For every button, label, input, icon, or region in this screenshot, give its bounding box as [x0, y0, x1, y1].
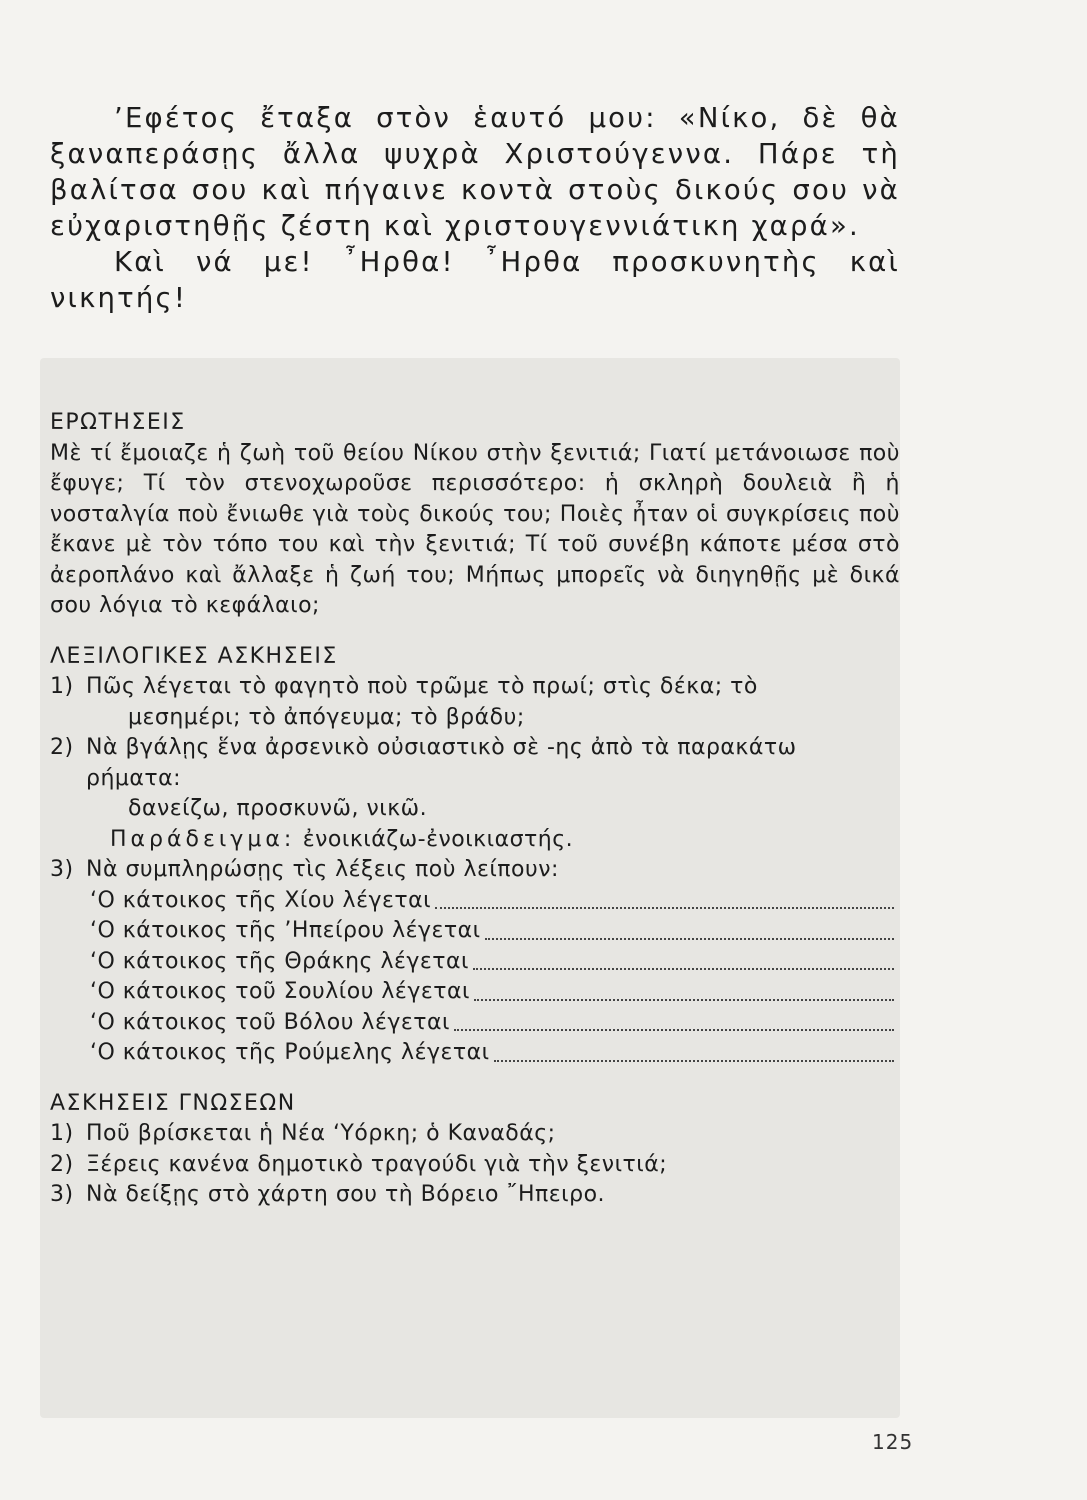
example-label: Παράδειγμα:	[110, 826, 296, 852]
item-text: Νὰ βγάλῃς ἕνα ἀρσενικὸ οὐσιαστικὸ σὲ -ης ἀπὸ τὰ παρακάτω	[86, 735, 797, 760]
story-ending	[50, 100, 900, 316]
item-text: Νὰ δείξῃς στὸ χάρτη σου τὴ Βόρειο ῎Ηπειρο.	[86, 1182, 606, 1207]
fill-in-line	[90, 1008, 900, 1039]
item-number: 3)	[50, 857, 74, 882]
fill-in-line	[90, 1038, 900, 1069]
story-paragraph-1: ’Εφέτος ἔταξα στὸν ἑαυτό μου: «Νίκο, δὲ θὰ ξαναπεράσῃς ἄλλα ψυχρὰ Χριστούγεννα. Πάρε τὴ βαλίτσα σου καὶ πήγαινε κοντὰ στοὺς δικούς σου νὰ εὐχαριστηθῇς ζέστη καὶ χριστουγεννιάτικη χαρά».	[50, 102, 900, 242]
vocabulary-item-1	[50, 672, 900, 703]
page-number: 125	[872, 1430, 914, 1454]
vocabulary-title: ΛΕΞΙΛΟΓΙΚΕΣ ΑΣΚΗΣΕΙΣ	[50, 643, 338, 669]
item-number: 2)	[50, 735, 74, 760]
fill-in-line	[90, 886, 900, 917]
example-line	[110, 825, 900, 856]
knowledge-item	[50, 1180, 900, 1211]
fill-in-prompt: ‘Ο κάτοικος τῆς Χίου λέγεται	[90, 887, 432, 913]
fill-in-prompt: ‘Ο κάτοικος τοῦ Σουλίου λέγεται	[90, 979, 470, 1004]
fill-in-prompt: ‘Ο κάτοικος τῆς ’Ηπείρου λέγεται	[90, 918, 481, 943]
item-text: Ξέρεις κανένα δημοτικὸ τραγούδι γιὰ τὴν ξενιτιά;	[86, 1151, 668, 1177]
fill-in-blank[interactable]	[454, 1028, 894, 1031]
fill-in-prompt: ‘Ο κάτοικος τοῦ Βόλου λέγεται	[90, 1009, 450, 1035]
example-text: ἐνοικιάζω-ἐνοικιαστής.	[302, 826, 574, 852]
fill-in-line	[90, 947, 900, 978]
knowledge-title: ΑΣΚΗΣΕΙΣ ΓΝΩΣΕΩΝ	[50, 1090, 296, 1116]
knowledge-item	[50, 1150, 900, 1181]
exercises	[50, 408, 900, 1211]
knowledge-item	[50, 1119, 900, 1150]
item-text: Νὰ συμπληρώσῃς τὶς λέξεις ποὺ λείπουν:	[86, 857, 559, 882]
knowledge-list	[50, 1119, 900, 1211]
questions-title: ΕΡΩΤΗΣΕΙΣ	[50, 410, 186, 435]
fill-in-line	[90, 916, 900, 947]
questions-text: Μὲ τί ἔμοιαζε ἡ ζωὴ τοῦ θείου Νίκου στὴν ξενιτιά; Γιατί μετάνοιωσε ποὺ ἔφυγε; Τί τὸν στενοχωροῦσε περισσότερο: ἡ σκληρὴ δουλειὰ ἢ ἡ νοσταλγία ποὺ ἔνιωθε γιὰ τοὺς δικούς του; Ποιὲς ἦταν οἱ συγκρίσεις ποὺ ἔκανε μὲ τὸν τόπο του καὶ τὴν ξενιτιά; Τί τοῦ συνέβη κάποτε μέσα στὸ ἀεροπλάνο καὶ ἄλλαξε ἡ ζωή του; Μήπως μπορεῖς νὰ διηγηθῇς μὲ δικά σου λόγια τὸ κεφάλαιο;	[50, 440, 900, 618]
item-number: 1)	[50, 674, 74, 699]
fill-in-prompt: ‘Ο κάτοικος τῆς Θράκης λέγεται	[90, 948, 469, 974]
story-paragraph-2: Καὶ νά με! ῏Ηρθα! ῏Ηρθα προσκυνητὴς καὶ νικητής!	[50, 246, 900, 314]
fill-in-line	[90, 977, 900, 1008]
fill-in-blank[interactable]	[473, 967, 894, 970]
fill-in-blank[interactable]	[474, 998, 894, 1001]
vocabulary-item-2-continued: ρήματα:	[86, 765, 182, 791]
vocabulary-item-1-continued: μεσημέρι; τὸ ἀπόγευμα; τὸ βράδυ;	[128, 704, 525, 730]
item-number: 1)	[50, 1121, 74, 1146]
vocabulary-item-2-verbs: δανείζω, προσκυνῶ, νικῶ.	[128, 796, 428, 821]
item-number: 2)	[50, 1151, 74, 1177]
fill-in-blank[interactable]	[435, 906, 894, 909]
item-text: Ποῦ βρίσκεται ἡ Νέα ‘Υόρκη; ὁ Καναδάς;	[86, 1121, 556, 1146]
vocabulary-item-2	[50, 733, 900, 764]
item-number: 3)	[50, 1182, 74, 1207]
fill-in-prompt: ‘Ο κάτοικος τῆς Ρούμελης λέγεται	[90, 1040, 490, 1065]
fill-in-blank[interactable]	[485, 937, 894, 940]
item-text: Πῶς λέγεται τὸ φαγητὸ ποὺ τρῶμε τὸ πρωί; στὶς δέκα; τὸ	[86, 674, 758, 699]
vocabulary-item-3	[50, 855, 900, 886]
fill-in-blank[interactable]	[494, 1059, 894, 1062]
